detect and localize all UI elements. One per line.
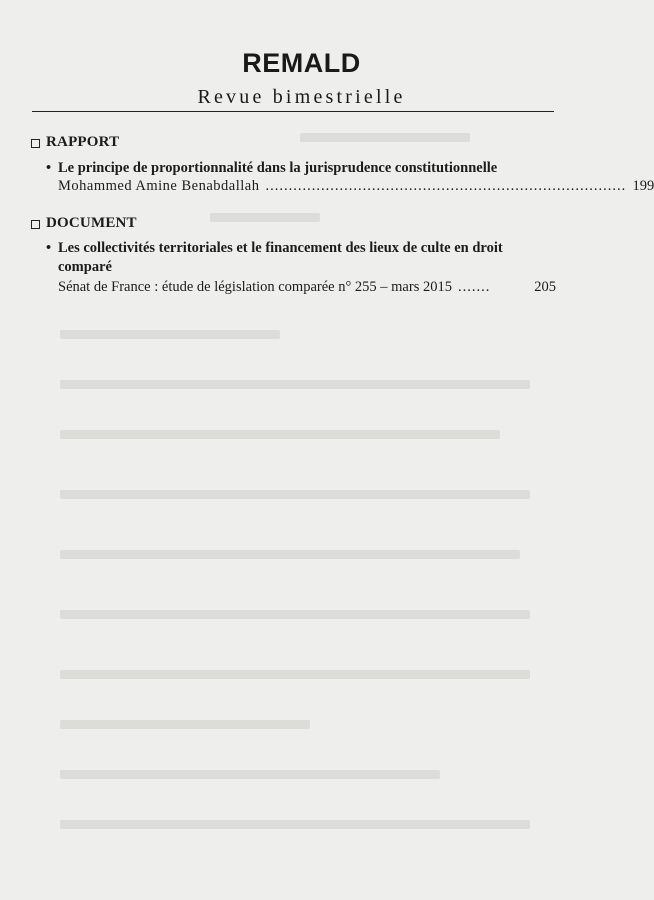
entry-author-line <box>58 177 654 195</box>
bleed-through-mark <box>60 610 530 619</box>
journal-title: REMALD <box>242 48 361 78</box>
entry-page-number: 205 <box>534 279 556 295</box>
entry-author: Mohammed Amine Benabdallah <box>58 178 260 194</box>
bleed-through-mark <box>60 330 280 339</box>
section-heading-document <box>31 215 137 232</box>
entry-title <box>46 239 536 277</box>
entry-author-line <box>58 278 556 296</box>
bullet-icon: • <box>46 160 52 176</box>
bleed-through-mark <box>60 820 530 829</box>
bleed-through-mark <box>210 213 320 222</box>
header-rule <box>32 111 554 112</box>
dot-leader: .............................................................................. <box>265 178 627 194</box>
entry-title <box>46 159 536 178</box>
bleed-through-mark <box>300 133 470 142</box>
bleed-through-mark <box>60 380 530 389</box>
bleed-through-mark <box>60 490 530 499</box>
section-heading-rapport <box>31 134 119 151</box>
entry-title-text: Les collectivités territoriales et le financement des lieux de culte en droit comparé <box>58 240 503 275</box>
section-heading-label: DOCUMENT <box>46 215 137 231</box>
bleed-through-mark <box>60 550 520 559</box>
bleed-through-mark <box>60 670 530 679</box>
bleed-through-mark <box>60 770 440 779</box>
bleed-through-mark <box>60 720 310 729</box>
dot-leader: ....... <box>457 279 491 295</box>
bullet-icon: • <box>46 240 52 256</box>
bleed-through-mark <box>60 430 500 439</box>
entry-author: Sénat de France : étude de législation comparée n° 255 – mars 2015 <box>58 279 452 295</box>
checkbox-square-icon <box>31 139 40 148</box>
entry-page-number: 199 <box>632 178 654 194</box>
entry-title-text: Le principe de proportionnalité dans la jurisprudence constitutionnelle <box>58 160 498 176</box>
checkbox-square-icon <box>31 220 40 229</box>
section-heading-label: RAPPORT <box>46 134 120 150</box>
journal-subtitle: Revue bimestrielle <box>197 86 406 108</box>
